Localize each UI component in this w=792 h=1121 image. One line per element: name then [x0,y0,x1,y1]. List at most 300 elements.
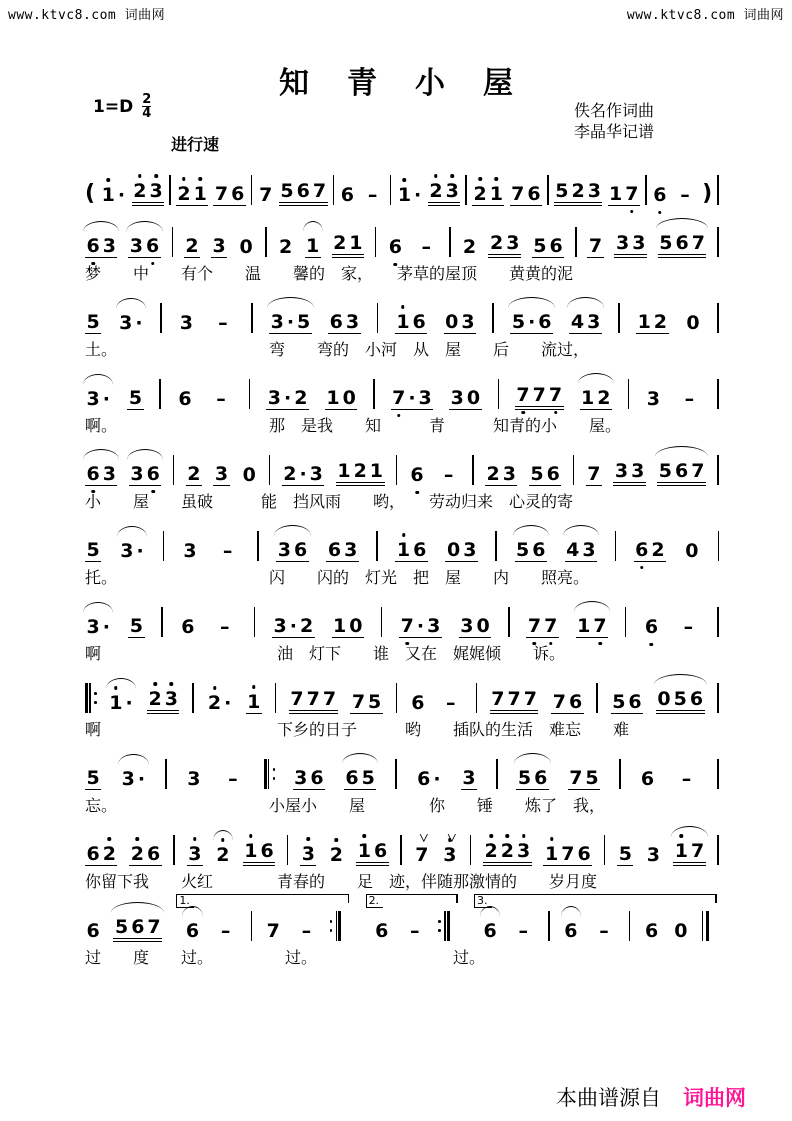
barline [717,303,719,333]
barline [381,607,383,637]
note-char: 2 [216,844,230,866]
note-group [399,615,442,638]
note-group [586,463,602,486]
note-char: · [102,388,110,410]
note-group [490,688,539,714]
note-char: 6 [86,843,100,865]
note-char: 6 [146,463,160,485]
note-group [177,388,193,410]
note-char: 7 [532,384,546,406]
barline [400,835,402,865]
note-group [178,312,194,334]
note-char: 5 [516,539,530,561]
note-char: 3 [121,768,135,790]
barline [604,835,606,865]
note-char: 2 [500,840,514,862]
note-group [184,235,200,258]
note-group [85,235,117,258]
note-group [85,539,101,562]
note-group [684,540,700,562]
barline [449,227,451,257]
note-char: 6 [644,920,659,942]
note-char: 3 [183,540,197,562]
note-char: 6 [86,920,100,942]
note-group [645,844,661,866]
note-group [326,539,358,562]
note-group [634,539,666,562]
barline [377,303,379,333]
note-char: 6 [527,183,541,205]
notes-row [85,514,719,562]
note-char: 6 [534,767,548,789]
note-char: 7 [259,184,273,206]
note-char: 6 [675,460,689,482]
note-char: 6 [532,539,546,561]
note-group [516,767,548,790]
note-group [396,184,422,206]
barline [619,759,621,789]
note-group [128,235,160,258]
note-char: 2 [185,235,199,257]
barline [645,175,647,205]
note-group [461,767,477,790]
note-char: 5 [280,180,294,202]
note-group [266,387,309,410]
note-group [293,767,325,790]
note-group [108,692,134,714]
note-char: · [416,615,425,637]
note-char: 5 [297,311,311,333]
note-group [211,235,227,258]
barline [373,379,375,409]
note-char: 3 [460,615,474,637]
note-group [416,768,442,790]
barline [192,683,194,713]
note-char: 3 [102,235,116,257]
note-char: 2 [187,463,201,485]
duration-dash: – [218,312,228,334]
note-char: 1 [397,184,412,206]
duration-dash: – [301,920,312,942]
note-char: 6 [635,539,649,561]
barline [251,911,253,941]
note-char: · [284,387,292,409]
note-group [279,180,328,206]
music-line [85,362,719,434]
barline [396,683,398,713]
barline [269,455,271,485]
note-char: 5 [658,460,673,482]
notes-row [85,590,719,638]
barline [287,835,289,865]
note-char: 2 [130,843,144,865]
note-char: 6 [412,311,426,333]
note-char: 7 [544,615,558,637]
note-group [289,688,338,714]
note-char: 1 [396,539,411,561]
barline [465,175,467,205]
notes-row [85,894,719,942]
note-group [551,691,583,714]
note-group [325,387,357,410]
note-group [482,920,498,942]
footer-prefix: 本曲谱源自 [556,1086,661,1110]
note-group [442,844,458,866]
paren: ) [702,181,713,206]
note-group [182,540,198,562]
barline [275,683,277,713]
note-char: 6 [538,311,552,333]
note-char: 6 [294,539,308,561]
note-group [532,235,564,258]
note-char: 5 [86,311,100,333]
repeat-start-barline [264,759,274,789]
note-group [272,615,315,638]
note-group [387,236,403,258]
song-title: 知青小屋 [279,66,551,101]
note-char: 3 [270,311,284,333]
note-group [576,615,608,638]
note-char: 1 [337,460,351,482]
note-char: 2 [102,843,116,865]
note-char: 2 [278,236,293,258]
barline [161,607,163,637]
lyrics-line: 啊。 那 是我 知 青 知青的小 屋。 [85,418,622,435]
note-char: 3 [129,235,144,257]
barline [717,227,719,257]
note-char: 6 [413,539,427,561]
notes-row [85,286,719,334]
barline [251,303,253,333]
time-numerator: 2 [142,92,152,107]
note-group [472,183,504,206]
note-char: · [136,540,144,562]
note-group [414,844,430,866]
note-group [510,311,553,334]
note-group [241,464,257,486]
note-char: 7 [625,183,639,205]
note-char: 5 [533,235,547,257]
note-char: 3 [119,312,133,334]
note-char: 1 [193,183,207,205]
note-group [282,463,325,486]
barline [395,759,397,789]
note-group [332,615,364,638]
repeat-end-barline [331,911,341,941]
note-char: 3 [587,311,601,333]
note-group [328,844,344,866]
note-group [569,311,601,334]
note-char: 3 [506,232,520,254]
note-char: · [117,184,126,206]
barline [163,531,165,561]
volta-bracket [176,894,349,942]
note-char: · [224,692,232,714]
lyrics-line: 忘。 小屋小 屋 你 锤 炼了 我， [85,798,606,815]
note-char: 2 [486,463,500,485]
note-char: · [433,768,441,790]
note-group [305,235,321,258]
note-char: 6 [417,768,431,790]
watermark-right: www.ktvc8.com 词曲网 [626,8,784,23]
note-char: 5 [86,539,100,561]
note-char: 6 [546,463,560,485]
music-line [85,210,719,282]
note-char: 3 [615,232,630,254]
note-char: 7 [147,916,161,938]
note-group [639,768,655,790]
note-char: 1 [101,184,115,206]
note-char: 1 [489,183,503,205]
note-char: 7 [552,691,566,713]
credits [574,101,654,143]
note-group [85,920,101,942]
note-char: 2 [571,180,585,202]
note-char: 7 [527,615,542,637]
note-char: 3 [301,843,315,865]
note-group [243,840,275,866]
notes-row [85,210,719,258]
note-char: 1 [577,615,591,637]
note-group [328,311,360,334]
duration-dash: – [518,920,528,942]
note-char: 0 [466,387,481,409]
note-group [409,464,425,486]
duration-dash: – [683,616,694,638]
note-char: 6 [373,840,388,862]
note-group [580,387,612,410]
note-group [611,691,643,714]
note-char: · [414,184,422,206]
note-group [276,539,308,562]
note-char: 3 [130,463,144,485]
note-char: 6 [340,184,355,206]
note-char: 6 [411,692,425,714]
note-char: 6 [231,183,245,205]
barline [717,759,719,789]
barline [251,175,253,205]
barline [717,835,719,865]
note-char: 5 [618,843,632,865]
note-char: 3 [164,688,178,710]
note-char: 1 [369,460,384,482]
note-char: 5 [368,691,382,713]
note-char: · [528,311,536,333]
note-char: 4 [566,539,580,561]
notes-row [85,158,719,206]
note-char: 6 [675,232,689,254]
note-char: 3 [86,388,100,410]
barline [548,911,550,941]
note-group [395,539,427,562]
note-char: 7 [548,384,563,406]
note-char: 1 [674,840,688,862]
note-group [565,539,597,562]
note-char: 1 [396,311,410,333]
note-group [554,180,603,206]
note-group [246,691,262,714]
note-group [374,920,390,942]
note-char: 5 [585,767,599,789]
footer-source [556,1082,746,1112]
note-group [186,768,202,790]
duration-dash: – [220,616,230,638]
note-char: 6 [568,691,583,713]
note-group [344,767,376,790]
notes-row [85,362,719,410]
note-char: 3 [212,235,226,257]
note-char: 6 [296,180,310,202]
note-char: 6 [577,843,591,865]
note-group [186,463,202,486]
note-group [85,767,101,790]
note-char: 6 [86,463,100,485]
music-line [85,742,719,814]
note-char: 7 [290,688,304,710]
repeat-end-barline [440,911,450,941]
note-group [645,388,661,410]
note-char: · [102,616,110,638]
note-char: 2 [353,460,367,482]
barline [249,379,251,409]
note-char: 7 [306,688,320,710]
note-group [100,184,126,206]
music-line [85,158,719,206]
note-char: 2 [473,183,487,205]
note-group [128,615,144,638]
duration-dash: – [684,388,695,410]
barline [498,379,500,409]
note-char: 1 [247,691,261,713]
note-char: 2 [651,539,665,561]
note-group [568,767,600,790]
note-char: 6 [689,688,704,710]
note-char: 6 [388,236,402,258]
note-char: 6 [549,235,563,257]
note-char: 5 [517,767,532,789]
barline [508,607,510,637]
note-group [510,183,542,206]
note-char: 3 [461,311,475,333]
note-char: 7 [588,235,603,257]
note-char: 2 [489,232,504,254]
duration-dash: – [599,920,609,942]
note-char: 4 [570,311,585,333]
note-char: · [408,387,416,409]
note-group [488,232,520,258]
note-char: 1 [609,183,623,205]
note-char: 2 [294,387,308,409]
note-char: 3 [614,460,629,482]
note-group [176,183,208,206]
note-char: 2 [207,692,222,714]
note-char: 0 [239,236,253,258]
music-line [85,894,719,966]
score [85,158,719,970]
note-group [395,311,427,334]
note-char: 5 [86,767,100,789]
note-char: 3 [582,539,596,561]
note-char: 7 [593,615,607,637]
note-char: 5 [129,615,144,637]
note-group [215,844,231,866]
note-group [652,184,668,206]
notes-row [85,742,719,790]
time-denominator: 4 [142,106,152,121]
notes-row [85,818,719,866]
note-char: 6 [644,616,659,638]
note-group [332,232,364,258]
barline [396,455,398,485]
barline [615,531,617,561]
note-group [147,688,179,714]
note-group [180,616,196,638]
note-char: 3 [587,180,601,202]
note-char: · [289,615,297,637]
note-char: 5 [555,180,569,202]
note-char: 2 [299,615,314,637]
duration-dash: – [222,540,233,562]
note-group [613,460,645,486]
note-char: 6 [653,184,667,206]
note-char: 0 [349,615,363,637]
note-group [356,840,388,866]
footer-site-link[interactable]: 词曲网 [683,1086,746,1110]
note-char: 1 [637,311,651,333]
duration-dash: – [228,768,238,790]
note-group [213,463,229,486]
note-char: 3 [631,460,645,482]
note-group [300,843,316,866]
note-char: 6 [628,691,642,713]
volta-bracket [366,894,458,942]
note-group [444,311,476,334]
note-group [265,920,281,942]
note-char: 3 [277,539,292,561]
barline [254,607,256,637]
barline [476,683,478,713]
note-char: 6 [131,916,145,938]
note-char: 3 [427,615,441,637]
note-group [120,768,146,790]
note-char: 6 [185,920,200,942]
repeat-start-barline [85,683,95,713]
note-char: · [286,311,295,333]
note-char: 5 [673,688,687,710]
barline [160,303,162,333]
music-line [85,514,719,586]
note-char: 3 [418,387,432,409]
note-char: 6 [146,235,160,257]
music-line [85,666,719,738]
barline [470,835,472,865]
note-char: 2 [133,180,147,202]
note-char: 3 [86,616,100,638]
barline [547,175,549,205]
note-group [85,311,101,334]
lyrics-line: 啊 下乡的日子 哟 插队的生活 难忘 难 [85,722,630,739]
duration-dash: – [681,768,692,790]
note-group [643,616,659,638]
note-char: 7 [511,183,525,205]
note-char: 1 [109,692,123,714]
note-char: 6 [483,920,497,942]
note-char: 6 [410,464,424,486]
barline [165,759,167,789]
note-char: 3 [345,311,360,333]
note-group [608,183,640,206]
note-group [485,463,517,486]
